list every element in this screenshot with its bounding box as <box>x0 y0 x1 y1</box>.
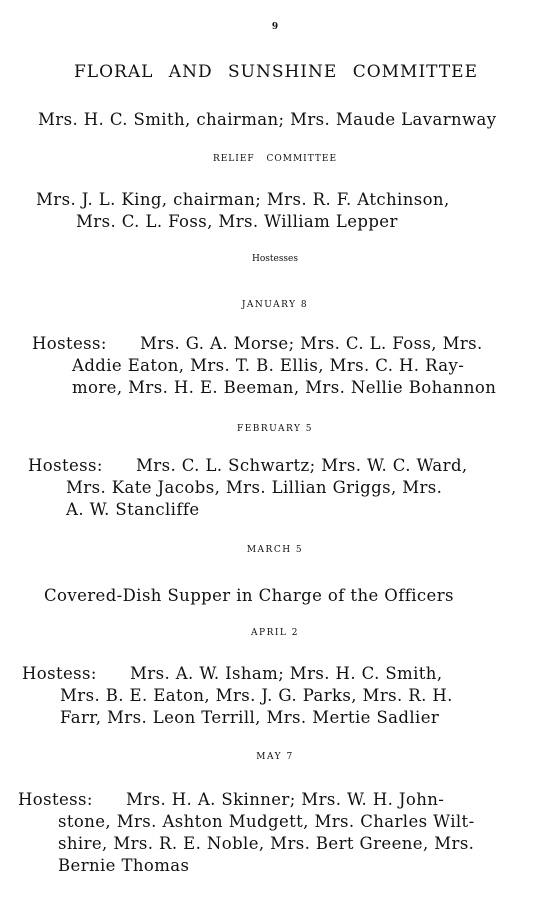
may-hostess-line-3: shire, Mrs. R. E. Noble, Mrs. Bert Greene, Mrs. <box>58 834 475 853</box>
hostesses-heading: Hostesses <box>251 254 298 264</box>
hostess-label: Hostess: <box>18 790 93 809</box>
may-hostesses-1: Mrs. H. A. Skinner; Mrs. W. H. John- <box>126 790 445 809</box>
month-heading-january: JANUARY 8 <box>241 300 309 310</box>
january-hostess-line-3: more, Mrs. H. E. Beeman, Mrs. Nellie Bohannon <box>72 378 497 397</box>
april-hostess-line-1 <box>22 664 442 683</box>
may-hostess-line-2: stone, Mrs. Ashton Mudgett, Mrs. Charles Wilt- <box>58 812 475 831</box>
february-hostess-line-3: A. W. Stancliffe <box>66 500 200 519</box>
may-hostess-line-1 <box>18 790 444 809</box>
month-heading-march: MARCH 5 <box>246 545 304 555</box>
april-hostess-line-2: Mrs. B. E. Eaton, Mrs. J. G. Parks, Mrs. R. H. <box>60 686 453 705</box>
relief-committee-title: RELIEF COMMITTEE <box>212 154 338 164</box>
hostess-label: Hostess: <box>32 334 107 353</box>
month-heading-april: APRIL 2 <box>251 628 299 638</box>
january-hostess-line-2: Addie Eaton, Mrs. T. B. Ellis, Mrs. C. H. Ray- <box>72 356 465 375</box>
floral-committee-members: Mrs. H. C. Smith, chairman; Mrs. Maude Lavarnway <box>38 110 497 129</box>
floral-committee-title: FLORAL AND SUNSHINE COMMITTEE <box>74 62 478 82</box>
page-number: 9 <box>271 22 279 32</box>
hostess-label: Hostess: <box>22 664 97 683</box>
april-hostess-line-3: Farr, Mrs. Leon Terrill, Mrs. Mertie Sadlier <box>60 708 440 727</box>
april-hostesses-1: Mrs. A. W. Isham; Mrs. H. C. Smith, <box>130 664 443 683</box>
may-hostess-line-4: Bernie Thomas <box>58 856 190 875</box>
relief-committee-line-2: Mrs. C. L. Foss, Mrs. William Lepper <box>76 212 398 231</box>
february-hostess-line-1 <box>28 456 468 475</box>
january-hostesses-1: Mrs. G. A. Morse; Mrs. C. L. Foss, Mrs. <box>140 334 483 353</box>
month-heading-may: MAY 7 <box>256 752 294 762</box>
february-hostess-line-2: Mrs. Kate Jacobs, Mrs. Lillian Griggs, Mrs. <box>66 478 443 497</box>
relief-committee-line-1: Mrs. J. L. King, chairman; Mrs. R. F. Atchinson, <box>36 190 450 209</box>
january-hostess-line-1 <box>32 334 483 353</box>
month-heading-february: FEBRUARY 5 <box>236 424 314 434</box>
march-event: Covered-Dish Supper in Charge of the Officers <box>44 586 454 605</box>
february-hostesses-1: Mrs. C. L. Schwartz; Mrs. W. C. Ward, <box>136 456 468 475</box>
hostess-label: Hostess: <box>28 456 103 475</box>
